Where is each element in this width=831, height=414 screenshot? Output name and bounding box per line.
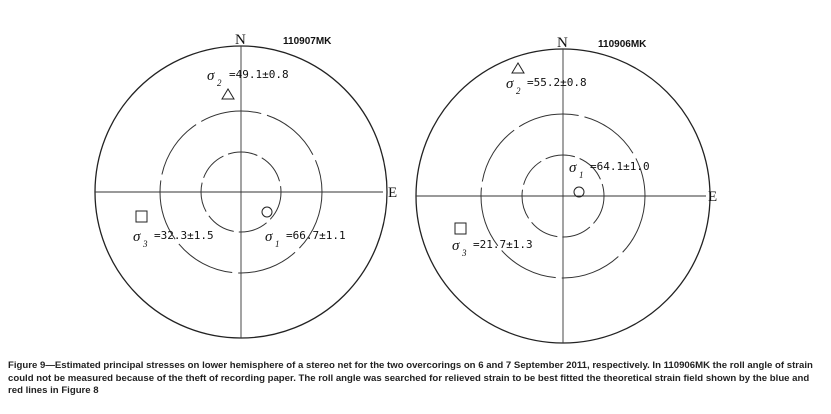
left-sigma1-circle-marker	[262, 207, 272, 217]
right-sigma2-subscript: 2	[516, 86, 521, 96]
right-sigma2-triangle-marker	[512, 63, 524, 73]
left-sample-code: 110907MK	[283, 36, 332, 47]
left-sigma2-symbol: σ	[207, 68, 215, 84]
right-sigma3-symbol: σ	[452, 238, 460, 254]
right-sigma3-square-marker	[455, 223, 466, 234]
left-sigma3-value: =32.3±1.5	[154, 229, 214, 242]
right-stereonet	[416, 35, 717, 343]
left-sigma3-subscript: 3	[143, 239, 148, 249]
left-sigma2-triangle-marker	[222, 89, 234, 99]
left-north-label: N	[235, 32, 246, 48]
left-sigma1-symbol: σ	[265, 229, 273, 245]
right-sample-code: 110906MK	[598, 39, 647, 50]
left-sigma3-square-marker	[136, 211, 147, 222]
right-sigma1-circle-marker	[574, 187, 584, 197]
figure-caption: Figure 9—Estimated principal stresses on lower hemisphere of a stereo net for the two overcorings on 6 and 7 September 2011, respectively. In 110906MK the roll angle of strain could not be measured because of the theft of recording paper. The roll angle was searched for relieved strain to be best fitted the theoretical strain field shown by the blue and red lines in Figure 8	[8, 360, 813, 397]
left-stereonet	[95, 32, 397, 338]
right-north-label: N	[557, 35, 568, 51]
right-sigma2-value: =55.2±0.8	[527, 76, 587, 89]
right-sigma1-symbol: σ	[569, 160, 577, 176]
left-sigma3-symbol: σ	[133, 229, 141, 245]
right-sigma1-value: =64.1±1.0	[590, 160, 650, 173]
right-sigma1-subscript: 1	[579, 170, 584, 180]
right-sigma3-value: =21.7±1.3	[473, 238, 533, 251]
left-sigma1-value: =66.7±1.1	[286, 229, 346, 242]
right-east-label: E	[708, 189, 718, 205]
left-sigma2-value: =49.1±0.8	[229, 68, 289, 81]
right-sigma3-subscript: 3	[462, 248, 467, 258]
left-sigma2-subscript: 2	[217, 78, 222, 88]
left-east-label: E	[388, 185, 398, 201]
right-sigma2-symbol: σ	[506, 76, 514, 92]
left-sigma1-subscript: 1	[275, 239, 280, 249]
